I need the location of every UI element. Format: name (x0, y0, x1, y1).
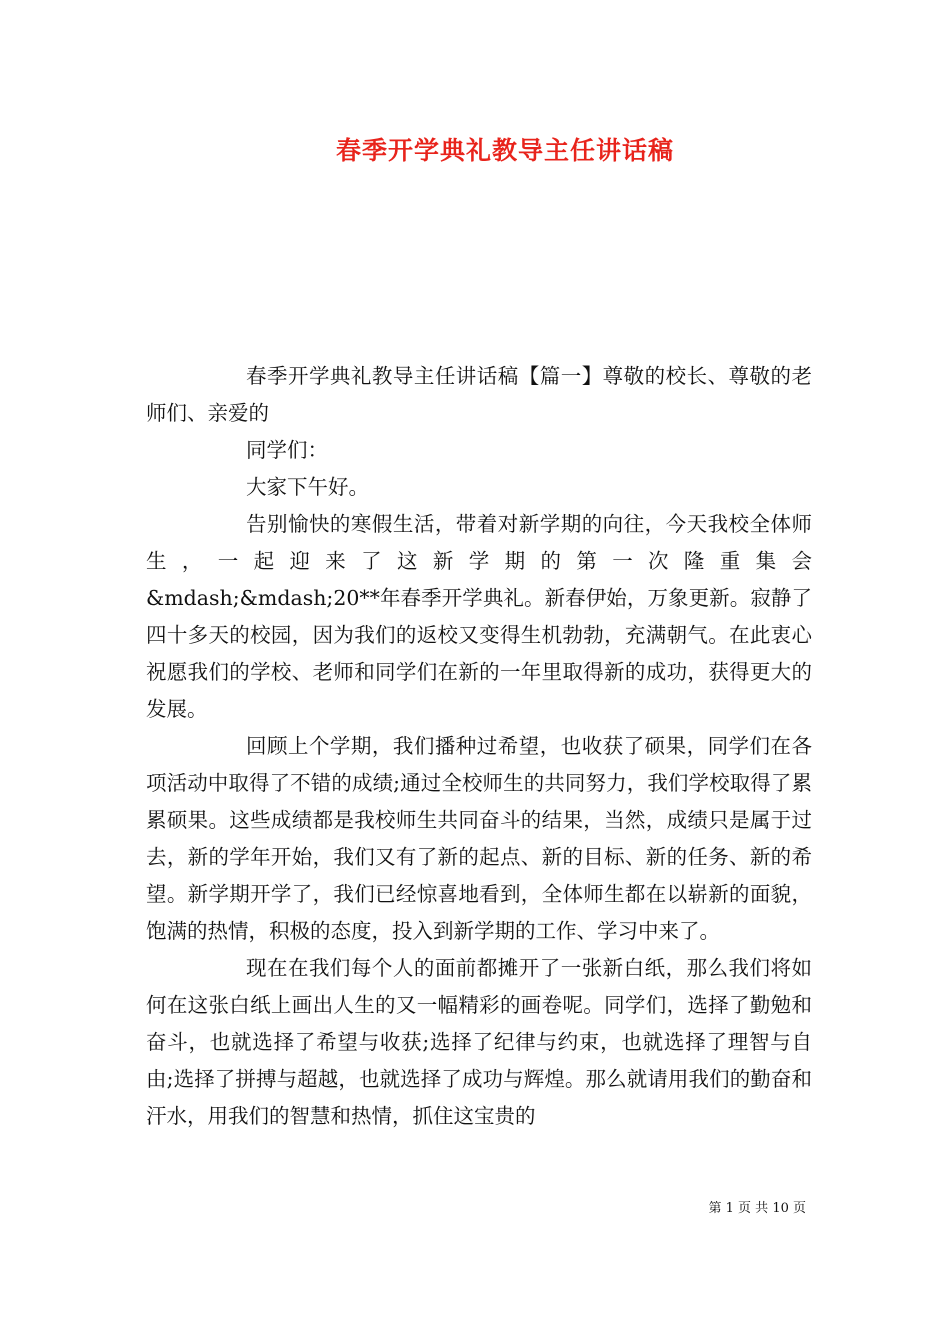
document-title: 春季开学典礼教导主任讲话稿 (335, 136, 674, 165)
paragraph-1: 春季开学典礼教导主任讲话稿【篇一】尊敬的校长、尊敬的老师们、亲爱的 (146, 364, 812, 425)
page-number: 第 1 页 共 10 页 (708, 1201, 806, 1216)
paragraph-3: 大家下午好。 (246, 475, 369, 499)
paragraph-5: &mdash;&mdash;20**年春季开学典礼。新春伊始，万象更新。寂静了四十多天的校园，因为我们的返校又变得生机勃勃，充满朝气。在此衷心祝愿我们的学校、老师和同学们在新的一年里取得新的成功，获得更大的发展。 (146, 586, 812, 721)
paragraph-7: 现在在我们每个人的面前都摊开了一张新白纸，那么我们将如何在这张白纸上画出人生的又一幅精彩的画卷呢。同学们，选择了勤勉和奋斗，也就选择了希望与收获;选择了纪律与约束，也就选择了理智与自由;选择了拼搏与超越，也就选择了成功与辉煌。那么就请用我们的勤奋和汗水，用我们的智慧和热情，抓住这宝贵的 (146, 956, 812, 1128)
paragraph-6: 回顾上个学期，我们播种过希望，也收获了硕果，同学们在各项活动中取得了不错的成绩;通过全校师生的共同努力，我们学校取得了累累硕果。这些成绩都是我校师生共同奋斗的结果，当然，成绩只是属于过去，新的学年开始，我们又有了新的起点、新的目标、新的任务、新的希望。新学期开学了，我们已经惊喜地看到，全体师生都在以崭新的面貌，饱满的热情，积极的态度，投入到新学期的工作、学习中来了。 (146, 734, 812, 943)
document-body (146, 358, 812, 1135)
paragraph-4: 告别愉快的寒假生活，带着对新学期的向往，今天我校全体师生，一起迎来了这新学期的第一次隆重集会 (146, 512, 812, 573)
paragraph-2: 同学们： (246, 438, 328, 462)
